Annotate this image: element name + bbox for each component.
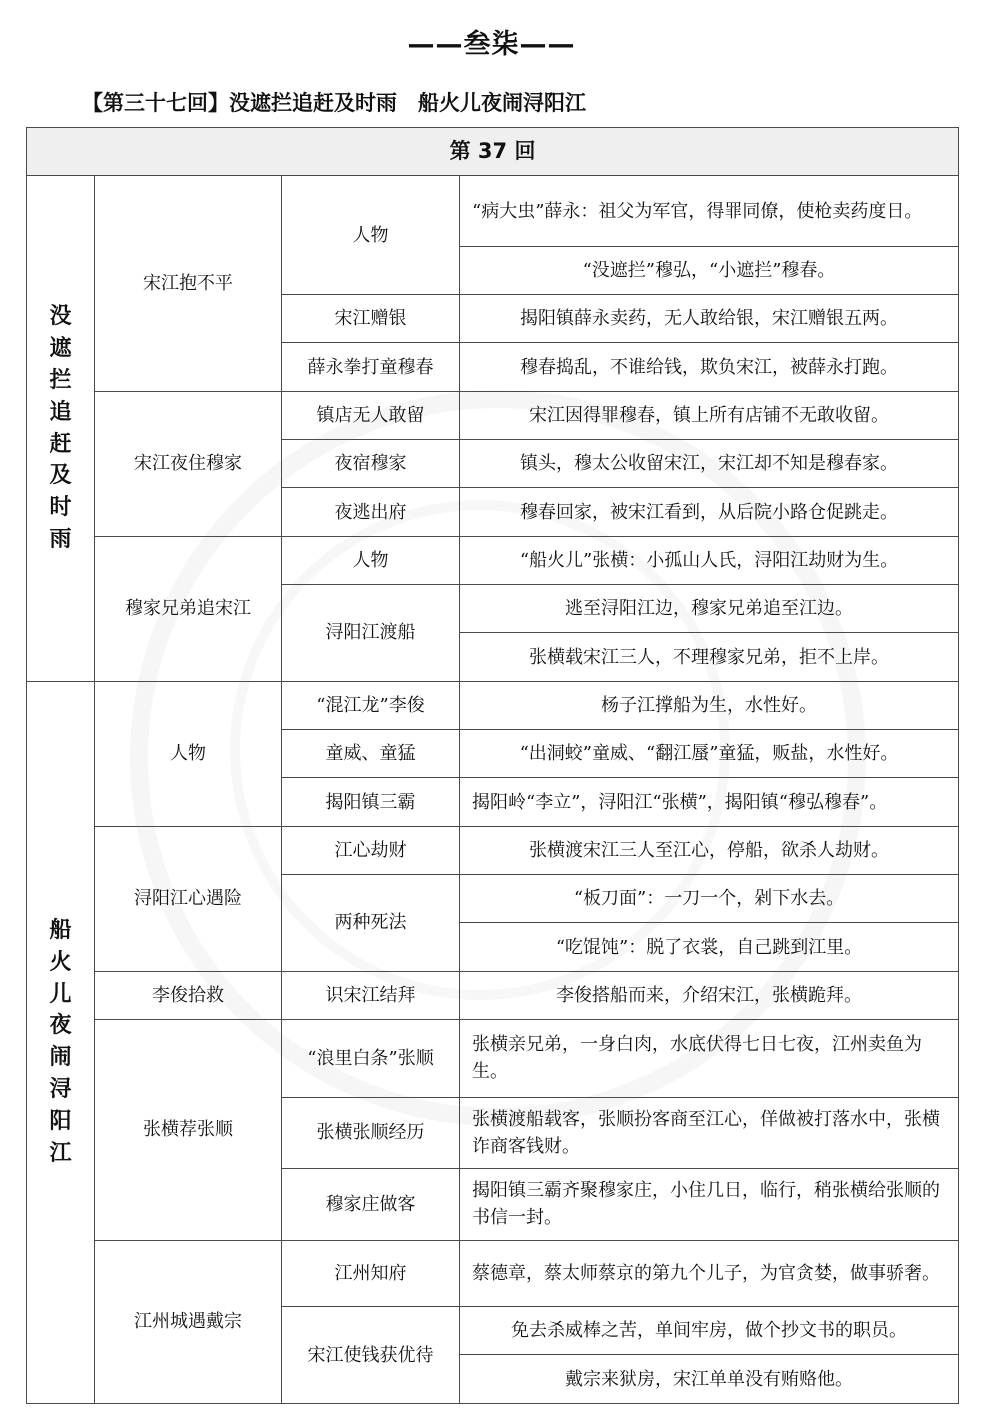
point-detail: 杨子江撑船为生，水性好。 bbox=[460, 681, 959, 729]
page-heading: ——叁柒—— bbox=[407, 29, 576, 60]
point-detail: “出洞蛟”童威、“翻江蜃”童猛，贩盐，水性好。 bbox=[460, 730, 959, 778]
point-detail: 张横渡宋江三人至江心，停船，欲杀人劫财。 bbox=[460, 826, 959, 874]
point-label: “浪里白条”张顺 bbox=[282, 1020, 460, 1098]
point-label: 童威、童猛 bbox=[282, 730, 460, 778]
point-label: 江心劫财 bbox=[282, 826, 460, 874]
point-label: 穆家庄做客 bbox=[282, 1169, 460, 1241]
table-row bbox=[27, 681, 959, 729]
table-caption-row bbox=[27, 128, 959, 176]
event-title: 宋江抱不平 bbox=[95, 176, 282, 391]
point-label: 人物 bbox=[282, 536, 460, 584]
point-detail: 李俊搭船而来，介绍宋江，张横跪拜。 bbox=[460, 971, 959, 1019]
point-label: 浔阳江渡船 bbox=[282, 585, 460, 682]
point-detail: 蔡德章，蔡太师蔡京的第九个儿子，为官贪婪，做事骄奢。 bbox=[460, 1240, 959, 1306]
table-row bbox=[27, 826, 959, 874]
table-row bbox=[27, 536, 959, 584]
point-detail: 穆春捣乱，不谁给钱，欺负宋江，被薛永打跑。 bbox=[460, 343, 959, 391]
point-label: 宋江赠银 bbox=[282, 295, 460, 343]
event-title: 人物 bbox=[95, 681, 282, 826]
event-title: 李俊拾救 bbox=[95, 971, 282, 1019]
point-label: 宋江使钱获优待 bbox=[282, 1307, 460, 1404]
table-row bbox=[27, 1020, 959, 1098]
table-caption: 第 37 回 bbox=[27, 128, 959, 176]
point-detail: 宋江因得罪穆春，镇上所有店铺不无敢收留。 bbox=[460, 391, 959, 439]
point-label: 识宋江结拜 bbox=[282, 971, 460, 1019]
table-row bbox=[27, 176, 959, 246]
event-title: 穆家兄弟追宋江 bbox=[95, 536, 282, 681]
point-detail: 张横载宋江三人，不理穆家兄弟，拒不上岸。 bbox=[460, 633, 959, 681]
chapter-title: 【第三十七回】没遮拦追赶及时雨 船火儿夜闹浔阳江 bbox=[82, 91, 586, 115]
point-detail: 揭阳镇薛永卖药，无人敢给银，宋江赠银五两。 bbox=[460, 295, 959, 343]
point-detail: 免去杀威棒之苦，单间牢房，做个抄文书的职员。 bbox=[460, 1307, 959, 1355]
point-label: “混江龙”李俊 bbox=[282, 681, 460, 729]
point-detail: “板刀面”：一刀一个，剁下水去。 bbox=[460, 875, 959, 923]
point-detail: 穆春回家，被宋江看到，从后院小路仓促跳走。 bbox=[460, 488, 959, 536]
section-title bbox=[27, 176, 95, 681]
event-title: 江州城遇戴宗 bbox=[95, 1240, 282, 1403]
section-title bbox=[27, 681, 95, 1403]
section-title-text: 没遮拦追赶及时雨 bbox=[49, 303, 72, 553]
chapter-outline-table bbox=[26, 127, 959, 1404]
point-detail: 揭阳岭“李立”，浔阳江“张横”，揭阳镇“穆弘穆春”。 bbox=[460, 778, 959, 826]
point-detail: 揭阳镇三霸齐聚穆家庄，小住几日，临行，稍张横给张顺的书信一封。 bbox=[460, 1169, 959, 1241]
point-detail: “吃馄饨”：脱了衣裳，自己跳到江里。 bbox=[460, 923, 959, 971]
point-label: 人物 bbox=[282, 176, 460, 295]
point-label: 揭阳镇三霸 bbox=[282, 778, 460, 826]
point-detail: 张横亲兄弟，一身白肉，水底伏得七日七夜，江州卖鱼为生。 bbox=[460, 1020, 959, 1098]
point-label: 江州知府 bbox=[282, 1240, 460, 1306]
point-label: 夜宿穆家 bbox=[282, 440, 460, 488]
section-title-text: 船火儿夜闹浔阳江 bbox=[49, 917, 72, 1167]
point-label: 镇店无人敢留 bbox=[282, 391, 460, 439]
point-detail: “船火儿”张横：小孤山人氏，浔阳江劫财为生。 bbox=[460, 536, 959, 584]
point-detail: 张横渡船载客，张顺扮客商至江心，佯做被打落水中，张横诈商客钱财。 bbox=[460, 1097, 959, 1169]
event-title: 浔阳江心遇险 bbox=[95, 826, 282, 971]
event-title: 宋江夜住穆家 bbox=[95, 391, 282, 536]
event-title: 张横荐张顺 bbox=[95, 1020, 282, 1241]
point-label: 张横张顺经历 bbox=[282, 1097, 460, 1169]
point-label: 两种死法 bbox=[282, 875, 460, 972]
point-label: 夜逃出府 bbox=[282, 488, 460, 536]
table-row bbox=[27, 971, 959, 1019]
point-detail: 镇头，穆太公收留宋江，宋江却不知是穆春家。 bbox=[460, 440, 959, 488]
point-detail: 戴宗来狱房，宋江单单没有贿赂他。 bbox=[460, 1355, 959, 1404]
point-detail: “没遮拦”穆弘，“小遮拦”穆春。 bbox=[460, 246, 959, 294]
table-row bbox=[27, 1240, 959, 1306]
point-label: 薛永拳打童穆春 bbox=[282, 343, 460, 391]
table-row bbox=[27, 391, 959, 439]
point-detail: 逃至浔阳江边，穆家兄弟追至江边。 bbox=[460, 585, 959, 633]
point-detail: “病大虫”薛永：祖父为军官，得罪同僚，使枪卖药度日。 bbox=[460, 176, 959, 246]
